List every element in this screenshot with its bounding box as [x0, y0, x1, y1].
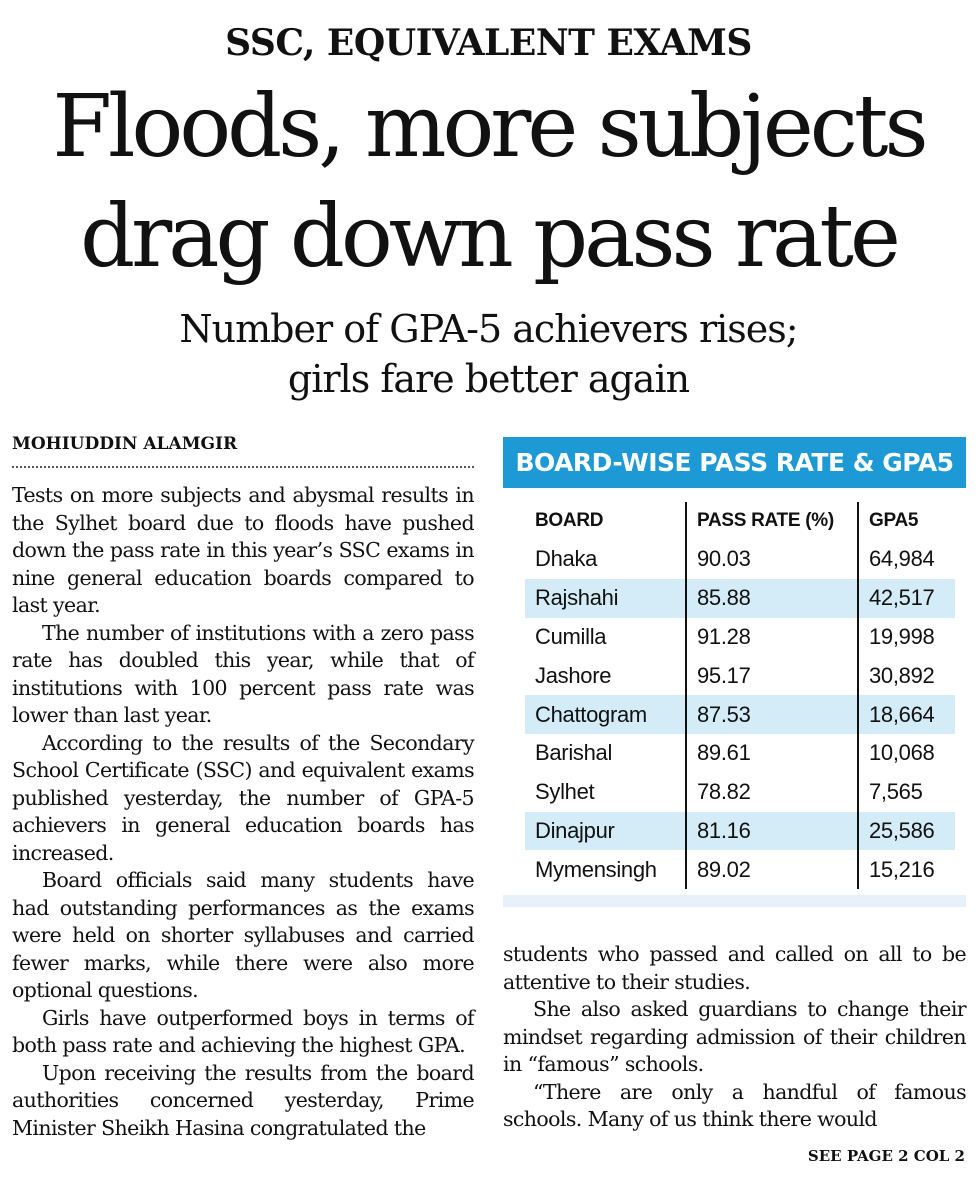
paragraph: students who passed and called on all to be attentive to their studies.	[503, 942, 966, 994]
cell-gpa5: 64,984	[858, 540, 955, 579]
cell-gpa5: 18,664	[858, 695, 955, 734]
cell-pass-rate: 89.02	[686, 850, 858, 889]
cell-gpa5: 10,068	[858, 734, 955, 773]
paragraph: The number of institutions with a zero pass rate has doubled this year, while that of institutions with 100 percent pass rate was lower than last year.	[12, 620, 474, 727]
cell-pass-rate: 78.82	[686, 773, 858, 812]
cell-board: Barishal	[535, 740, 613, 766]
cell-pass-rate: 87.53	[686, 695, 858, 734]
cell-board: Chattogram	[525, 695, 686, 734]
paragraph: Upon receiving the results from the board authorities concerned yesterday, Prime Minister Sheikh Hasina congratulated the	[12, 1060, 474, 1140]
cell-gpa5: 7,565	[858, 773, 955, 812]
header-gpa5: GPA5	[858, 502, 955, 540]
board-stats-box	[503, 437, 966, 907]
cell-gpa5: 19,998	[858, 618, 955, 657]
header-pass-rate: PASS RATE (%)	[686, 502, 858, 540]
paragraph: She also asked guardians to change their mindset regarding admission of their children in “famous” schools.	[503, 997, 966, 1076]
table-panel	[503, 488, 966, 895]
table-row	[525, 773, 955, 812]
headline	[0, 72, 977, 292]
cell-board: Jashore	[535, 662, 612, 688]
cell-pass-rate: 81.16	[686, 812, 858, 851]
article-column-left	[12, 482, 474, 1142]
cell-board: Sylhet	[535, 779, 595, 805]
paragraph: According to the results of the Secondary School Certificate (SSC) and equivalent exams published yesterday, the number of GPA-5 achievers in general education boards has increased.	[12, 730, 474, 865]
board-stats-table	[525, 502, 955, 889]
cell-pass-rate: 90.03	[686, 540, 858, 579]
subheadline-line-2: girls fare better again	[287, 357, 690, 401]
kicker: SSC, EQUIVALENT EXAMS	[225, 22, 752, 64]
cell-pass-rate: 95.17	[686, 656, 858, 695]
table-row	[525, 695, 955, 734]
headline-line-1: Floods, more subjects	[52, 77, 925, 177]
table-row	[525, 812, 955, 851]
cell-pass-rate: 89.61	[686, 734, 858, 773]
cell-gpa5: 15,216	[858, 850, 955, 889]
cell-board: Mymensingh	[535, 856, 657, 882]
byline: MOHIUDDIN ALAMGIR	[12, 434, 238, 454]
header-board: BOARD	[535, 510, 604, 531]
continued-on-link[interactable]: SEE PAGE 2 COL 2	[807, 1147, 965, 1165]
cell-gpa5: 42,517	[858, 579, 955, 618]
subheadline	[0, 304, 977, 404]
article-column-right	[503, 941, 966, 1134]
cell-board: Cumilla	[535, 623, 607, 649]
cell-pass-rate: 91.28	[686, 618, 858, 657]
table-title: BOARD-WISE PASS RATE & GPA5	[503, 437, 966, 488]
paragraph: “There are only a handful of famous schools. Many of us think there would	[503, 1079, 966, 1131]
paragraph: Board officials said many students have had outstanding performances as the exams were held on shorter syllabuses and carried fewer marks, while there were also more optional questions.	[12, 868, 474, 1002]
cell-gpa5: 30,892	[858, 656, 955, 695]
table-row	[525, 579, 955, 618]
table-row	[525, 540, 955, 579]
cell-pass-rate: 85.88	[686, 579, 858, 618]
cell-board: Rajshahi	[525, 579, 686, 618]
table-row	[525, 734, 955, 773]
headline-line-2: drag down pass rate	[80, 187, 897, 287]
table-row	[525, 656, 955, 695]
cell-board: Dhaka	[535, 546, 598, 572]
dotted-divider	[12, 466, 474, 468]
paragraph: Girls have outperformed boys in terms of both pass rate and achieving the highest GPA.	[12, 1005, 474, 1057]
table-header-row	[525, 502, 955, 540]
subheadline-line-1: Number of GPA-5 achievers rises;	[179, 307, 798, 351]
cell-board: Dinajpur	[525, 812, 686, 851]
table-row	[525, 850, 955, 889]
paragraph: Tests on more subjects and abysmal results in the Sylhet board due to floods have pushed down the pass rate in this year’s SSC exams in nine general education boards compared to last year.	[12, 483, 474, 617]
table-row	[525, 618, 955, 657]
cell-gpa5: 25,586	[858, 812, 955, 851]
